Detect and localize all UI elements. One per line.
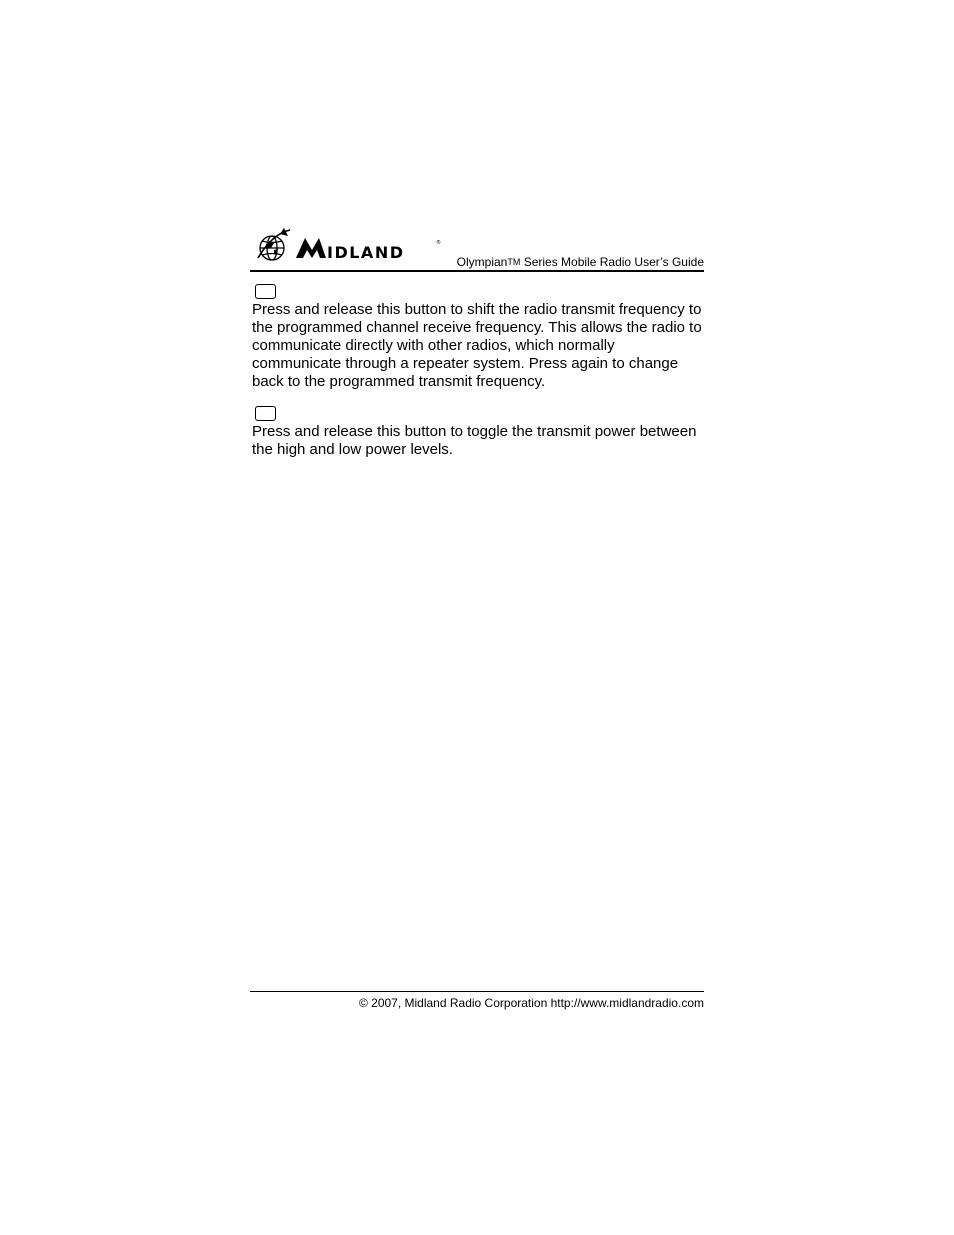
key-button-icon	[255, 284, 276, 299]
svg-text:IDLAND: IDLAND	[327, 243, 405, 262]
svg-text:®: ®	[436, 240, 441, 246]
page-footer	[250, 991, 704, 1010]
guide-title: OlympianTM Series Mobile Radio User’s Guide	[456, 255, 704, 269]
document-page	[250, 222, 704, 459]
trademark-symbol: TM	[507, 257, 521, 267]
midland-logo	[256, 224, 442, 268]
key-button-icon	[255, 406, 276, 421]
section-paragraph: Press and release this button to toggle the transmit power between the high and low power levels.	[252, 423, 697, 458]
page-header	[250, 222, 704, 272]
section-paragraph: Press and release this button to shift the radio transmit frequency to the programmed channel receive frequency. This allows the radio to communicate directly with other radios, which normally communicate through a repeater system. Press again to change back to the programmed transmit frequency.	[252, 301, 702, 390]
copyright-icon: ©	[358, 996, 368, 1010]
copyright-text: © 2007, Midland Radio Corporation http://www.midlandradio.com	[358, 996, 704, 1010]
